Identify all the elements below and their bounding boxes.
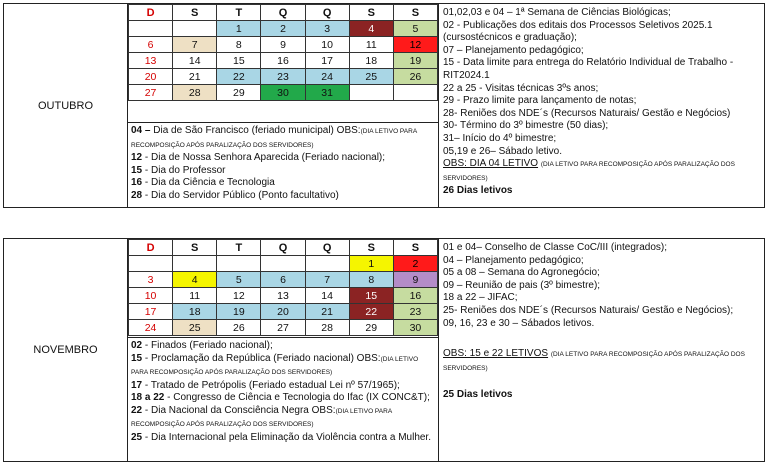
day-cell: 11 [173, 288, 217, 304]
event-item: 04 – Planejamento pedagógico; [443, 254, 584, 266]
weekday-header-row [129, 240, 438, 256]
day-cell: 22 [349, 304, 393, 320]
event-item: 25- Reniões dos NDE´s (Recursos Naturais/ Gestão e Negócios); [443, 304, 734, 316]
event-item: 31– Início do 4º bimestre; [443, 132, 557, 144]
holiday-note-date: 15 [131, 164, 143, 176]
day-cell: 2 [393, 256, 437, 272]
day-cell: 13 [129, 53, 173, 69]
day-cell [173, 21, 217, 37]
holiday-note-date: 25 [131, 431, 143, 443]
weekday-header: D [129, 240, 173, 256]
day-cell [305, 256, 349, 272]
day-cell: 10 [129, 288, 173, 304]
day-cell: 11 [349, 37, 393, 53]
november-holiday-notes [128, 337, 438, 446]
event-item: 22 a 25 - Visitas técnicas 3ºs anos; [443, 82, 599, 94]
day-cell: 12 [393, 37, 437, 53]
weekday-header: Q [305, 5, 349, 21]
day-cell: 3 [129, 272, 173, 288]
day-cell: 29 [217, 85, 261, 101]
event-item: 02 - Publicações dos editais dos Processos Seletivos 2025.1 (cursostécnicos e graduação); [443, 19, 713, 44]
holiday-note [131, 380, 435, 393]
day-cell [129, 256, 173, 272]
weekday-header-row [129, 5, 438, 21]
day-cell: 27 [261, 320, 305, 336]
november-calendar-grid [128, 239, 438, 336]
holiday-note-date: 04 – [131, 125, 151, 136]
weekday-header: Q [261, 240, 305, 256]
event-item: 05,19 e 26– Sábado letivo. [443, 145, 562, 157]
day-cell: 8 [349, 272, 393, 288]
holiday-note [131, 340, 435, 353]
day-cell: 5 [217, 272, 261, 288]
day-cell: 9 [261, 37, 305, 53]
holiday-note-date: 28 [131, 189, 143, 201]
day-cell: 15 [349, 288, 393, 304]
day-cell: 17 [129, 304, 173, 320]
holiday-note-text: - Dia do Professor [142, 164, 226, 176]
day-cell: 6 [261, 272, 305, 288]
day-cell: 13 [261, 288, 305, 304]
day-cell: 24 [305, 69, 349, 85]
holiday-note-text: - Dia Internacional pela Eliminação da Violência contra a Mulher. [142, 431, 431, 443]
day-cell: 8 [217, 37, 261, 53]
day-cell: 18 [173, 304, 217, 320]
day-cell: 28 [305, 320, 349, 336]
november-events-panel [438, 239, 764, 461]
week-row [129, 21, 438, 37]
october-obs-label: OBS: DIA 04 LETIVO [443, 158, 539, 170]
weekday-header: Q [261, 5, 305, 21]
event-item: 15 - Data limite para entrega do Relatório Individual de Trabalho - RIT2024.1 [443, 57, 734, 81]
holiday-note-date: 18 a 22 [131, 392, 165, 403]
week-row [129, 320, 438, 336]
holiday-note [131, 405, 435, 432]
month-label-october: OUTUBRO [4, 4, 128, 207]
holiday-note-date: 22 [131, 404, 143, 416]
week-row [129, 272, 438, 288]
day-cell: 28 [173, 85, 217, 101]
event-item: 18 a 22 – JIFAC; [443, 292, 518, 304]
day-cell: 29 [349, 320, 393, 336]
week-row [129, 69, 438, 85]
event-item: 09, 16, 23 e 30 – Sábados letivos. [443, 317, 595, 329]
day-cell: 17 [305, 53, 349, 69]
october-events-panel [438, 4, 764, 207]
event-item: 05 a 08 – Semana do Agronegócio; [443, 267, 600, 279]
day-cell: 20 [261, 304, 305, 320]
weekday-header: T [217, 5, 261, 21]
day-cell: 31 [305, 85, 349, 101]
holiday-note-date: 17 [131, 379, 143, 391]
holiday-note [131, 125, 435, 152]
day-cell [217, 256, 261, 272]
holiday-note-text: - Dia Nacional da Consciência Negra OBS: [142, 404, 336, 416]
day-cell: 10 [305, 37, 349, 53]
day-cell: 7 [305, 272, 349, 288]
event-item: 28- Reniões dos NDE´s (Recursos Naturais/ Gestão e Negócios) [443, 107, 731, 119]
day-cell [173, 256, 217, 272]
holiday-note-date: 02 [131, 340, 143, 351]
event-item: 07 – Planejamento pedagógico; [443, 44, 584, 56]
day-cell: 12 [217, 288, 261, 304]
day-cell: 15 [217, 53, 261, 69]
day-cell: 21 [173, 69, 217, 85]
day-cell [129, 21, 173, 37]
weekday-header: S [173, 5, 217, 21]
day-cell: 2 [261, 21, 305, 37]
holiday-note-text: - Tratado de Petrópolis (Feriado estadual Lei nº 57/1965); [142, 379, 400, 391]
day-cell: 18 [349, 53, 393, 69]
october-school-days: 26 Dias letivos [443, 185, 513, 197]
holiday-note [131, 165, 435, 178]
holiday-note [131, 152, 435, 165]
week-row [129, 288, 438, 304]
holiday-note-text: - Dia do Servidor Público (Ponto facultativo) [142, 189, 339, 201]
week-row [129, 256, 438, 272]
day-cell: 5 [393, 21, 437, 37]
holiday-note-text: - Dia de Nossa Senhora Aparecida (Feriado nacional); [142, 152, 386, 163]
holiday-note-text: Dia de São Francisco (feriado municipal) OBS: [150, 125, 361, 136]
november-block [3, 238, 765, 462]
holiday-note-remark: (DIA LETIVO PARA RECOMPOSIÇÃO APÓS PARALIZAÇÃO DOS SERVIDORES) [131, 407, 392, 428]
day-cell: 1 [217, 21, 261, 37]
holiday-note-text: - Finados (Feriado nacional); [142, 340, 273, 351]
event-item: 01 e 04– Conselho de Classe CoC/III (integrados); [443, 242, 668, 253]
day-cell: 24 [129, 320, 173, 336]
november-obs-note: (DIA LETIVO PARA RECOMPOSIÇÃO APÓS PARALIZAÇÃO DOS SERVIDORES) [443, 351, 745, 372]
holiday-note-text: - Proclamação da República (Feriado nacional) OBS: [142, 352, 381, 364]
weekday-header: Q [305, 240, 349, 256]
day-cell: 27 [129, 85, 173, 101]
october-obs-note: (DIA LETIVO PARA RECOMPOSIÇÃO APÓS PARALIZAÇÃO DOS SERVIDORES) [443, 161, 735, 182]
event-item: 01,02,03 e 04 – 1ª Semana de Ciências Biológicas; [443, 7, 671, 18]
october-block [3, 3, 765, 208]
event-item: 29 - Prazo limite para lançamento de notas; [443, 95, 637, 107]
day-cell: 4 [173, 272, 217, 288]
day-cell: 1 [349, 256, 393, 272]
day-cell: 30 [393, 320, 437, 336]
day-cell: 21 [305, 304, 349, 320]
event-item: 09 – Reunião de pais (3º bimestre); [443, 279, 601, 291]
holiday-note [131, 177, 435, 190]
holiday-note-date: 16 [131, 177, 143, 188]
weekday-header: S [349, 240, 393, 256]
day-cell: 14 [173, 53, 217, 69]
day-cell [393, 85, 437, 101]
day-cell: 20 [129, 69, 173, 85]
day-cell [261, 256, 305, 272]
event-item: 30- Término do 3º bimestre (50 dias); [443, 120, 609, 132]
november-events-list [443, 242, 760, 330]
holiday-note-remark: (DIA LETIVO PARA RECOMPOSIÇÃO APÓS PARALIZAÇÃO DOS SERVIDORES) [131, 355, 419, 376]
holiday-note [131, 353, 435, 380]
day-cell: 14 [305, 288, 349, 304]
week-row [129, 37, 438, 53]
holiday-note-text: - Congresso de Ciência e Tecnologia do Ifac (IX CONC&T); [164, 392, 430, 403]
november-obs [443, 348, 760, 375]
day-cell: 3 [305, 21, 349, 37]
holiday-note-date: 12 [131, 152, 143, 163]
day-cell: 23 [393, 304, 437, 320]
weekday-header: T [217, 240, 261, 256]
november-school-days: 25 Dias letivos [443, 389, 513, 401]
october-events-list [443, 7, 760, 158]
day-cell: 16 [393, 288, 437, 304]
october-holiday-notes [128, 122, 438, 204]
day-cell: 26 [393, 69, 437, 85]
holiday-note-remark: (DIA LETIVO PARA RECOMPOSIÇÃO APÓS PARALIZAÇÃO DOS SERVIDORES) [131, 128, 417, 149]
day-cell [349, 85, 393, 101]
weekday-header: S [173, 240, 217, 256]
day-cell: 6 [129, 37, 173, 53]
day-cell: 7 [173, 37, 217, 53]
holiday-note [131, 190, 435, 203]
day-cell: 25 [349, 69, 393, 85]
day-cell: 4 [349, 21, 393, 37]
weekday-header: D [129, 5, 173, 21]
october-obs [443, 158, 760, 185]
day-cell: 26 [217, 320, 261, 336]
weekday-header: S [393, 5, 437, 21]
month-label-november: NOVEMBRO [4, 239, 128, 461]
week-row [129, 85, 438, 101]
weekday-header: S [393, 240, 437, 256]
holiday-note-date: 15 [131, 352, 143, 364]
day-cell: 16 [261, 53, 305, 69]
day-cell: 9 [393, 272, 437, 288]
holiday-note [131, 432, 435, 445]
day-cell: 22 [217, 69, 261, 85]
november-obs-label: OBS: 15 e 22 LETIVOS [443, 348, 549, 360]
october-calendar-grid [128, 4, 438, 101]
day-cell: 23 [261, 69, 305, 85]
day-cell: 30 [261, 85, 305, 101]
holiday-note-text: - Dia da Ciência e Tecnologia [142, 177, 275, 188]
day-cell: 19 [217, 304, 261, 320]
weekday-header: S [349, 5, 393, 21]
day-cell: 25 [173, 320, 217, 336]
week-row [129, 304, 438, 320]
holiday-note [131, 392, 435, 405]
week-row [129, 53, 438, 69]
day-cell: 19 [393, 53, 437, 69]
